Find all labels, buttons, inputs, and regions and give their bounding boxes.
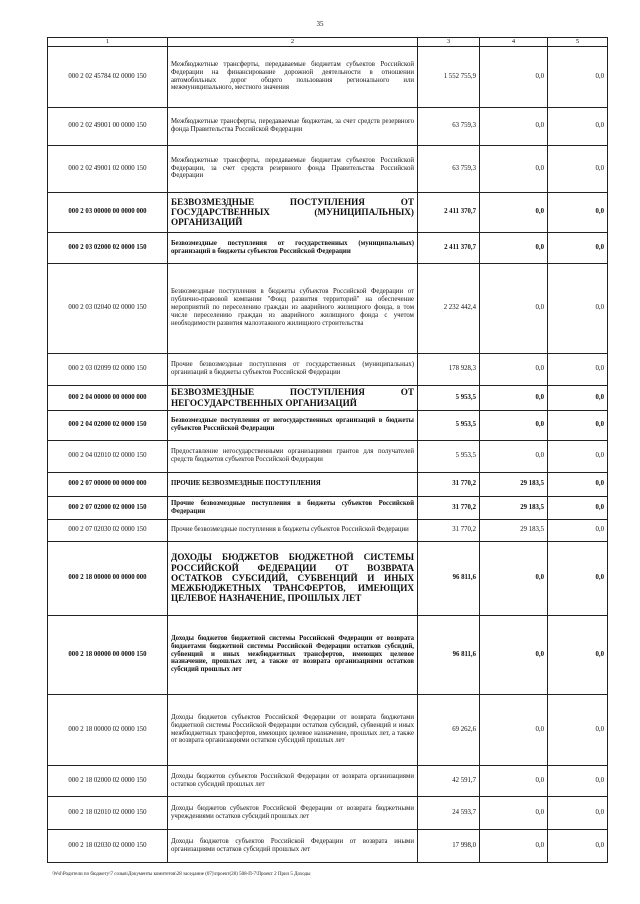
value-col3: 2 232 442,4 (418, 263, 480, 353)
document-path-footer: \Wsl\Родители по бюджету\7 созыв\Документы комитетов\28 заседание (07)\проект(28) 508-П-7\Проект 2 Прил 5 Доходы (52, 872, 311, 877)
value-col3: 31 770,2 (418, 496, 480, 519)
budget-code: 000 2 03 00000 00 0000 000 (48, 192, 168, 232)
budget-code: 000 2 03 02099 02 0000 150 (48, 353, 168, 385)
value-col4: 0,0 (480, 385, 548, 410)
row-name: Доходы бюджетов субъектов Российской Федерации от возврата иными организациями остатков субсидий прошлых лет (168, 829, 418, 862)
table-row (48, 410, 608, 440)
value-col5: 0,0 (548, 385, 608, 410)
row-name: Доходы бюджетов бюджетной системы Российской Федерации от возврата бюджетами бюджетной системы Российской Федерации остатков субсидий, субвенций и иных межбюджетных трансфертов, имеющих целевое назначение, прошлых лет, а также от возврата организациями остатков субсидий прошлых лет (168, 615, 418, 694)
table-row (48, 232, 608, 263)
value-col5: 0,0 (548, 519, 608, 541)
value-col3: 178 928,3 (418, 353, 480, 385)
table-row (48, 46, 608, 107)
row-name: Доходы бюджетов субъектов Российской Федерации от возврата бюджетными учреждениями остатков субсидий прошлых лет (168, 796, 418, 829)
value-col4: 0,0 (480, 410, 548, 440)
value-col5: 0,0 (548, 796, 608, 829)
row-name: Доходы бюджетов субъектов Российской Федерации от возврата бюджетами бюджетной системы Российской Федерации остатков субсидий, субвенций и иных межбюджетных трансфертов, имеющих целевое назначение, прошлых лет, а также от возврата организациями остатков субсидий прошлых лет (168, 694, 418, 765)
budget-code: 000 2 18 00000 00 0000 000 (48, 541, 168, 615)
value-col4: 0,0 (480, 765, 548, 796)
table-row (48, 353, 608, 385)
table-row (48, 765, 608, 796)
value-col3: 2 411 370,7 (418, 232, 480, 263)
value-col5: 0,0 (548, 829, 608, 862)
value-col3: 24 593,7 (418, 796, 480, 829)
value-col3: 31 770,2 (418, 519, 480, 541)
value-col4: 0,0 (480, 107, 548, 145)
column-header-2: 2 (168, 38, 418, 47)
value-col4: 0,0 (480, 440, 548, 472)
value-col4: 0,0 (480, 263, 548, 353)
budget-code: 000 2 07 00000 00 0000 000 (48, 472, 168, 496)
row-name: БЕЗВОЗМЕЗДНЫЕ ПОСТУПЛЕНИЯ ОТ НЕГОСУДАРСТВЕННЫХ ОРГАНИЗАЦИЙ (168, 385, 418, 410)
value-col4: 0,0 (480, 46, 548, 107)
budget-code: 000 2 18 02030 02 0000 150 (48, 829, 168, 862)
table-row (48, 519, 608, 541)
budget-code: 000 2 18 00000 02 0000 150 (48, 694, 168, 765)
table-row (48, 263, 608, 353)
value-col4: 0,0 (480, 615, 548, 694)
budget-code: 000 2 02 45784 02 0000 150 (48, 46, 168, 107)
row-name: Прочие безвозмездные поступления от государственных (муниципальных) организаций в бюджеты субъектов Российской Федерации (168, 353, 418, 385)
row-name: Прочие безвозмездные поступления в бюджеты субъектов Российской Федерации (168, 496, 418, 519)
budget-code: 000 2 07 02000 02 0000 150 (48, 496, 168, 519)
budget-code: 000 2 02 49001 02 0000 150 (48, 145, 168, 192)
row-name: Межбюджетные трансферты, передаваемые бюджетам субъектов Российской Федерации, за счет средств резервного фонда Правительства Российской Федерации (168, 145, 418, 192)
value-col5: 0,0 (548, 472, 608, 496)
value-col4: 0,0 (480, 694, 548, 765)
value-col3: 1 552 755,9 (418, 46, 480, 107)
value-col3: 63 759,3 (418, 107, 480, 145)
value-col4: 29 183,5 (480, 472, 548, 496)
table-row (48, 541, 608, 615)
budget-code: 000 2 18 02010 02 0000 150 (48, 796, 168, 829)
table-row (48, 440, 608, 472)
budget-code: 000 2 04 00000 00 0000 000 (48, 385, 168, 410)
value-col3: 63 759,3 (418, 145, 480, 192)
value-col3: 5 953,5 (418, 440, 480, 472)
value-col4: 29 183,5 (480, 496, 548, 519)
column-header-4: 4 (480, 38, 548, 47)
value-col3: 96 811,6 (418, 615, 480, 694)
table-row (48, 145, 608, 192)
budget-code: 000 2 02 49001 00 0000 150 (48, 107, 168, 145)
column-header-3: 3 (418, 38, 480, 47)
budget-code: 000 2 04 02010 02 0000 150 (48, 440, 168, 472)
budget-code: 000 2 03 02000 02 0000 150 (48, 232, 168, 263)
value-col5: 0,0 (548, 46, 608, 107)
table-row (48, 385, 608, 410)
value-col5: 0,0 (548, 765, 608, 796)
row-name: Предоставление негосударственными организациями грантов для получателей средств бюджетов субъектов Российской Федерации (168, 440, 418, 472)
row-name: ДОХОДЫ БЮДЖЕТОВ БЮДЖЕТНОЙ СИСТЕМЫ РОССИЙСКОЙ ФЕДЕРАЦИИ ОТ ВОЗВРАТА ОСТАТКОВ СУБСИДИЙ, СУБВЕНЦИЙ И ИНЫХ МЕЖБЮДЖЕТНЫХ ТРАНСФЕРТОВ, ИМЕЮЩИХ ЦЕЛЕВОЕ НАЗНАЧЕНИЕ, ПРОШЛЫХ ЛЕТ (168, 541, 418, 615)
value-col3: 69 262,6 (418, 694, 480, 765)
value-col5: 0,0 (548, 192, 608, 232)
value-col5: 0,0 (548, 496, 608, 519)
value-col5: 0,0 (548, 440, 608, 472)
row-name: Доходы бюджетов субъектов Российской Федерации от возврата организациями остатков субсидий прошлых лет (168, 765, 418, 796)
value-col5: 0,0 (548, 410, 608, 440)
row-name: Прочие безвозмездные поступления в бюджеты субъектов Российской Федерации (168, 519, 418, 541)
value-col4: 0,0 (480, 541, 548, 615)
value-col5: 0,0 (548, 353, 608, 385)
budget-code: 000 2 03 02040 02 0000 150 (48, 263, 168, 353)
value-col5: 0,0 (548, 541, 608, 615)
row-name: Межбюджетные трансферты, передаваемые бюджетам субъектов Российской Федерации на финансирование дорожной деятельности в отношении автомобильных дорог общего пользования регионального или межмуниципального, местного значения (168, 46, 418, 107)
budget-code: 000 2 04 02000 02 0000 150 (48, 410, 168, 440)
value-col3: 2 411 370,7 (418, 192, 480, 232)
table-row (48, 829, 608, 862)
value-col4: 29 183,5 (480, 519, 548, 541)
value-col4: 0,0 (480, 796, 548, 829)
value-col3: 5 953,5 (418, 410, 480, 440)
column-header-5: 5 (548, 38, 608, 47)
value-col5: 0,0 (548, 615, 608, 694)
table-header-row (48, 38, 608, 47)
value-col4: 0,0 (480, 192, 548, 232)
value-col5: 0,0 (548, 145, 608, 192)
value-col4: 0,0 (480, 353, 548, 385)
row-name: Безвозмездные поступления в бюджеты субъектов Российской Федерации от публично-правовой компании "Фонд развития территорий" на обеспечение мероприятий по переселению граждан из аварийного жилищного фонда, в том числе переселению граждан из аварийного жилищного фонда с учетом необходимости развития малоэтажного жилищного строительства (168, 263, 418, 353)
table-row (48, 615, 608, 694)
value-col4: 0,0 (480, 145, 548, 192)
page-number: 35 (316, 20, 324, 28)
budget-code: 000 2 07 02030 02 0000 150 (48, 519, 168, 541)
value-col5: 0,0 (548, 107, 608, 145)
value-col5: 0,0 (548, 232, 608, 263)
row-name: Межбюджетные трансферты, передаваемые бюджетам, за счет средств резервного фонда Правительства Российской Федерации (168, 107, 418, 145)
budget-code: 000 2 18 00000 00 0000 150 (48, 615, 168, 694)
value-col3: 96 811,6 (418, 541, 480, 615)
budget-code: 000 2 18 02000 02 0000 150 (48, 765, 168, 796)
value-col3: 42 591,7 (418, 765, 480, 796)
row-name: Безвозмездные поступления от негосударственных организаций в бюджеты субъектов Российской Федерации (168, 410, 418, 440)
table-row (48, 472, 608, 496)
revenue-table (47, 37, 608, 863)
row-name: БЕЗВОЗМЕЗДНЫЕ ПОСТУПЛЕНИЯ ОТ ГОСУДАРСТВЕННЫХ (МУНИЦИПАЛЬНЫХ) ОРГАНИЗАЦИЙ (168, 192, 418, 232)
table-row (48, 192, 608, 232)
value-col4: 0,0 (480, 829, 548, 862)
row-name: ПРОЧИЕ БЕЗВОЗМЕЗДНЫЕ ПОСТУПЛЕНИЯ (168, 472, 418, 496)
value-col3: 31 770,2 (418, 472, 480, 496)
value-col5: 0,0 (548, 694, 608, 765)
table-row (48, 694, 608, 765)
value-col4: 0,0 (480, 232, 548, 263)
value-col5: 0,0 (548, 263, 608, 353)
value-col3: 17 998,0 (418, 829, 480, 862)
table-row (48, 107, 608, 145)
column-header-1: 1 (48, 38, 168, 47)
table-row (48, 496, 608, 519)
row-name: Безвозмездные поступления от государственных (муниципальных) организаций в бюджеты субъектов Российской Федерации (168, 232, 418, 263)
table-row (48, 796, 608, 829)
value-col3: 5 953,5 (418, 385, 480, 410)
